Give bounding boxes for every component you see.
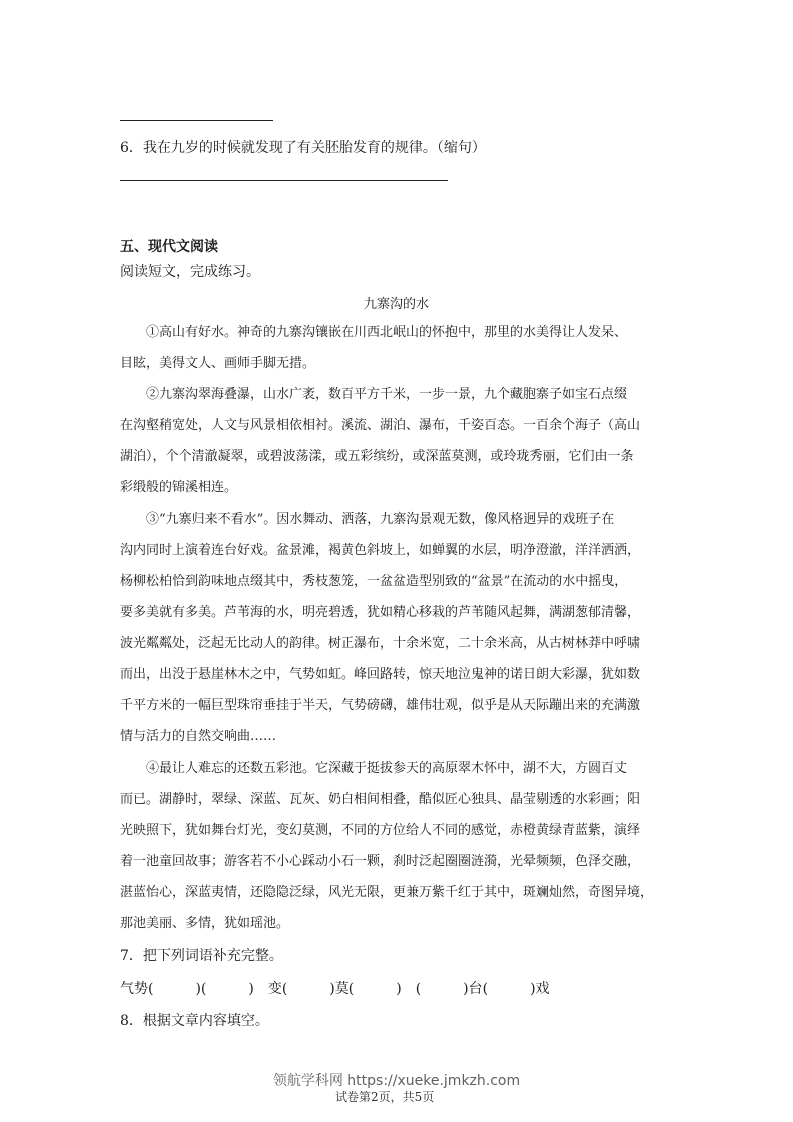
paragraph-2 <box>120 379 675 503</box>
paragraph-line: ④最让人难忘的还数五彩池。它深藏于挺拔参天的高原翠木怀中，湖不大，方圆百丈 <box>146 761 628 776</box>
answer-line-q6 <box>120 180 448 181</box>
page-number: 试卷第2页，共5页 <box>335 1090 435 1104</box>
watermark: 领航学科网 https://xueke.jmkzh.com <box>272 1073 521 1089</box>
paragraph-1 <box>120 317 675 379</box>
paragraph-line: 波光粼粼处，泛起无比动人的韵律。树正瀑布，十余米宽，二十余米高，从古树林莽中呼啸 <box>120 636 641 651</box>
paragraph-line: 光映照下，犹如舞台灯光，变幻莫测，不同的方位给人不同的感觉，赤橙黄绿青蓝紫，演绎 <box>120 823 641 838</box>
paragraph-line: 着一池童回故事；游客若不小心踩动小石一颗，刹时泛起圈圈涟漪，光晕频频，色泽交融， <box>120 854 641 869</box>
article-title: 九寨沟的水 <box>363 297 429 312</box>
answer-line-top <box>120 120 273 121</box>
paragraph-line: 湖泊），个个清澈凝翠，或碧波荡漾，或五彩缤纷，或深蓝莫测，或玲珑秀丽，它们由一条 <box>120 449 634 464</box>
paragraph-line: 在沟壑稍宽处，人文与风景相依相衬。溪流、湖泊、瀑布，千姿百态。一百余个海子（高山 <box>120 418 641 433</box>
paragraph-line: ③“九寨归来不看水”。因水舞动、洒落，九寨沟景观无数，像风格迥异的戏班子在 <box>146 512 615 527</box>
paragraph-line: 而出，出没于悬崖林木之中，气势如虹。峰回路转，惊天地泣鬼神的诺日朗大彩瀑，犹如数 <box>120 667 641 682</box>
question-8: 8．根据文章内容填空。 <box>120 1013 269 1029</box>
paragraph-line: 目眩，美得文人、画师手脚无措。 <box>120 356 316 371</box>
paragraph-line: ②九寨沟翠海叠瀑，山水广袤，数百平方千米，一步一景，九个藏胞寨子如宝石点缀 <box>146 387 628 402</box>
paragraph-line: 杨柳松柏恰到韵味地点缀其中，秀枝葱笼，一盆盆造型别致的“盆景”在流动的水中摇曳， <box>120 574 628 589</box>
paragraph-3 <box>120 504 675 752</box>
question-6: 6．我在九岁的时候就发现了有关胚胎发育的规律。（缩句） <box>120 140 486 156</box>
question-7: 7．把下列词语补充完整。 <box>120 948 283 964</box>
question-7-fill-blanks[interactable]: 气势( )( ) 变( )莫( ) ( )台( )戏 <box>120 981 550 997</box>
paragraph-line: 而已。湖静时，翠绿、深蓝、瓦灰、奶白相间相叠，酷似匠心独具、晶莹剔透的水彩画；阳 <box>120 792 641 807</box>
paragraph-line: 沟内同时上演着连台好戏。盆景滩，褐黄色斜坡上，如蝉翼的水层，明净澄澈，洋洋洒洒， <box>120 543 641 558</box>
paragraph-line: 要多美就有多美。芦苇海的水，明亮碧透，犹如精心移栽的芦苇随风起舞，满湖葱郁清馨， <box>120 605 641 620</box>
paragraph-line: 那池美丽、多情，犹如瑶池。 <box>120 916 290 931</box>
paragraph-4 <box>120 753 675 939</box>
paragraph-line: 情与活力的自然交响曲…… <box>120 729 277 744</box>
paragraph-line: 千平方米的一幅巨型珠帘垂挂于半天，气势磅礴，雄伟壮观，似乎是从天际蹦出来的充满激 <box>120 698 641 713</box>
paragraph-line: 彩缎般的锦溪相连。 <box>120 480 238 495</box>
page-footer <box>0 1070 793 1090</box>
paragraph-line: 湛蓝怡心，深蓝夷情，还隐隐泛绿，风光无限，更兼万紫千红于其中，斑斓灿然，奇图异境， <box>120 885 654 900</box>
paragraph-line: ①高山有好水。神奇的九寨沟镶嵌在川西北岷山的怀抱中，那里的水美得让人发呆、 <box>146 325 628 340</box>
section-heading: 五、现代文阅读 <box>120 239 218 255</box>
section-instruction: 阅读短文，完成练习。 <box>120 264 260 280</box>
